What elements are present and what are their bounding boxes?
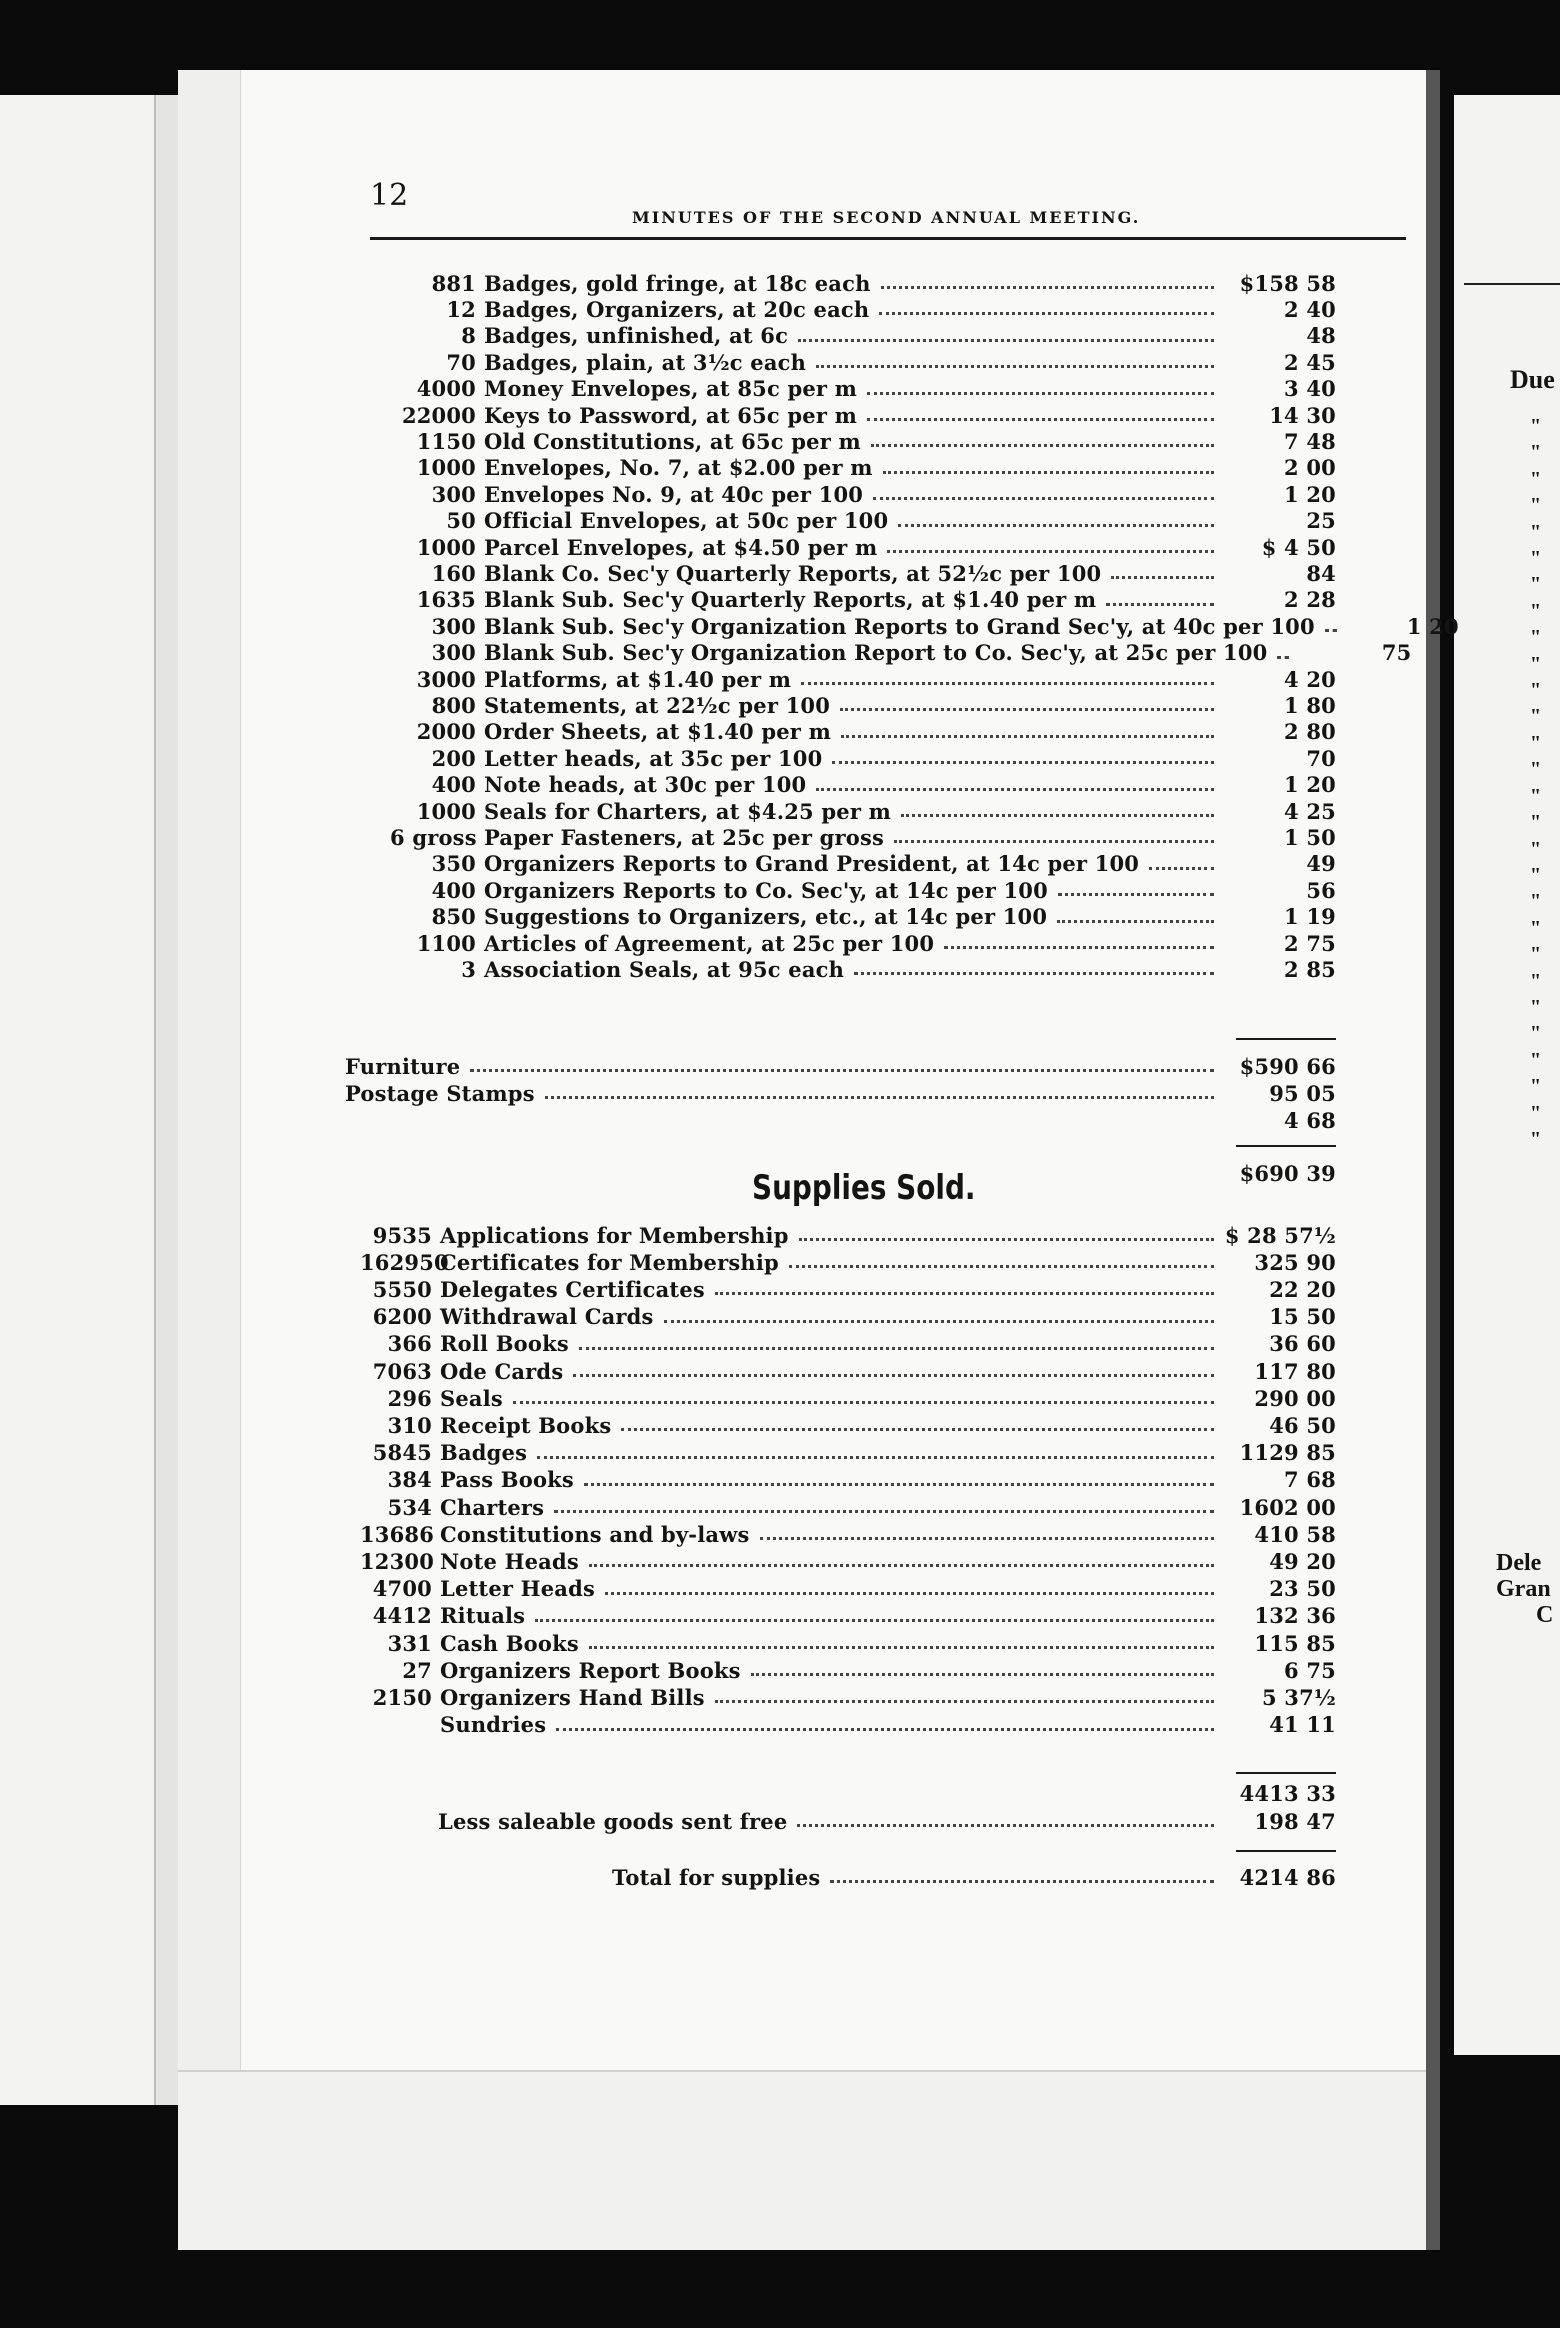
item-description: Platforms, at $1.40 per m (484, 666, 792, 692)
expense-row (390, 508, 1336, 534)
item-description: Charters (440, 1494, 545, 1520)
item-amount: 1 20 (1284, 481, 1336, 507)
dot-leader (589, 1563, 1214, 1567)
expense-row (390, 296, 1336, 322)
item-description: Furniture (345, 1053, 461, 1079)
item-description: Parcel Envelopes, at $4.50 per m (484, 534, 878, 560)
ditto-mark: " (1530, 890, 1542, 913)
item-amount: 1 20 (1284, 772, 1336, 798)
ditto-mark: " (1530, 1022, 1542, 1045)
quantity: 8 (461, 323, 476, 349)
item-description: Delegates Certificates (440, 1276, 705, 1302)
item-amount: 1129 85 (1239, 1440, 1336, 1466)
ditto-mark: " (1530, 1048, 1542, 1071)
dot-leader (894, 839, 1214, 843)
item-amount: 2 45 (1284, 349, 1336, 375)
item-amount: 290 00 (1254, 1385, 1336, 1411)
item-amount: 325 90 (1254, 1249, 1336, 1275)
item-description: Association Seals, at 95c each (484, 956, 845, 982)
item-amount: 49 (1306, 851, 1336, 877)
expense-row (390, 666, 1336, 692)
dot-leader (513, 1400, 1214, 1404)
dot-leader (840, 707, 1214, 711)
item-description: Money Envelopes, at 85c per m (484, 376, 858, 402)
supply-row (360, 1494, 1336, 1520)
supply-row (360, 1467, 1336, 1493)
item-amount: 41 11 (1269, 1712, 1336, 1738)
ditto-mark: " (1530, 863, 1542, 886)
quantity: 350 (431, 851, 476, 877)
dot-leader (715, 1291, 1214, 1295)
item-description: Order Sheets, at $1.40 per m (484, 719, 832, 745)
supplies-total-amount: 4214 86 (1239, 1864, 1336, 1890)
dot-leader (1277, 655, 1289, 659)
item-description: Blank Sub. Sec'y Organization Report to Co. Sec'y, at 25c per 100 (484, 640, 1268, 666)
dot-leader (816, 787, 1214, 791)
item-amount: 2 85 (1284, 956, 1336, 982)
dot-leader (883, 470, 1214, 474)
less-amount: 198 47 (1254, 1808, 1336, 1834)
dot-leader (841, 734, 1214, 738)
facing-page-footer-line: Dele (1496, 1550, 1542, 1576)
ditto-mark: " (1530, 916, 1542, 939)
ditto-mark: " (1530, 547, 1542, 570)
grand-total: $690 39 (1239, 1160, 1336, 1186)
item-amount: 49 20 (1269, 1548, 1336, 1574)
quantity: 1635 (416, 587, 476, 613)
expense-row (390, 772, 1336, 798)
expense-row (390, 640, 1412, 666)
item-amount: 1602 00 (1239, 1494, 1336, 1520)
item-description: Organizers Reports to Grand President, at 14c per 100 (484, 851, 1140, 877)
sum-rule (1236, 1038, 1336, 1040)
supply-row (360, 1684, 1336, 1710)
item-description: Envelopes, No. 7, at $2.00 per m (484, 455, 873, 481)
ditto-mark: " (1530, 441, 1542, 464)
quantity: 9535 (372, 1222, 432, 1248)
quantity: 300 (431, 640, 476, 666)
item-amount: 2 75 (1284, 930, 1336, 956)
page-number: 12 (370, 178, 409, 213)
ditto-mark: " (1530, 731, 1542, 754)
item-amount: 117 80 (1254, 1358, 1336, 1384)
item-description: Organizers Reports to Co. Sec'y, at 14c per 100 (484, 877, 1048, 903)
item-amount: 70 (1306, 745, 1336, 771)
item-amount: 3 40 (1284, 376, 1336, 402)
quantity: 5845 (372, 1440, 432, 1466)
quantity: 4000 (416, 376, 476, 402)
facing-page-footer-line: C (1536, 1602, 1554, 1628)
item-amount: 75 (1381, 640, 1412, 666)
item-amount: 4 25 (1284, 798, 1336, 824)
item-amount: 2 40 (1284, 296, 1336, 322)
ditto-mark: " (1530, 573, 1542, 596)
ditto-mark: " (1530, 969, 1542, 992)
dot-leader (621, 1427, 1214, 1431)
expense-row (390, 613, 1459, 639)
quantity: 366 (387, 1331, 432, 1357)
dot-leader (1149, 866, 1214, 870)
expense-row (390, 692, 1336, 718)
item-description: Letter heads, at 35c per 100 (484, 745, 823, 771)
item-description: Constitutions and by-laws (440, 1521, 750, 1547)
quantity: 162950 (360, 1249, 449, 1275)
furniture-amount: 95 05 (1269, 1080, 1336, 1106)
ditto-mark: " (1530, 784, 1542, 807)
item-description: Suggestions to Organizers, etc., at 14c per 100 (484, 904, 1048, 930)
item-amount: 4 20 (1284, 666, 1336, 692)
quantity: 296 (387, 1385, 432, 1411)
quantity: 331 (387, 1630, 432, 1656)
item-amount: 410 58 (1254, 1521, 1336, 1547)
dot-leader (789, 1264, 1214, 1268)
supplies-gross: 4413 33 (1239, 1780, 1336, 1806)
item-description: Badges, plain, at 3½c each (484, 349, 807, 375)
dot-leader (545, 1095, 1214, 1099)
expense-row (390, 323, 1336, 349)
expense-row (390, 349, 1336, 375)
item-amount: 1 50 (1284, 824, 1336, 850)
supply-row (360, 1657, 1336, 1683)
expense-row (390, 904, 1336, 930)
dot-leader (605, 1591, 1214, 1595)
quantity: 534 (387, 1494, 432, 1520)
expense-row (390, 798, 1336, 824)
item-amount: 15 50 (1269, 1304, 1336, 1330)
quantity: 13686 (360, 1521, 435, 1547)
item-description: Seals (440, 1385, 503, 1411)
dot-leader (797, 1823, 1214, 1827)
quantity: 1100 (416, 930, 476, 956)
quantity: 300 (431, 481, 476, 507)
item-amount: 6 75 (1284, 1657, 1336, 1683)
dot-leader (867, 417, 1214, 421)
item-amount: 7 68 (1284, 1467, 1336, 1493)
item-description: Paper Fasteners, at 25c per gross (484, 824, 885, 850)
item-amount: 1 20 (1406, 613, 1459, 639)
ditto-mark: " (1530, 679, 1542, 702)
ditto-mark: " (1530, 467, 1542, 490)
expense-row (390, 560, 1336, 586)
ditto-mark: " (1530, 705, 1542, 728)
item-amount: 2 80 (1284, 719, 1336, 745)
item-amount: 7 48 (1284, 428, 1336, 454)
dot-leader (584, 1482, 1214, 1486)
ditto-mark: " (1530, 943, 1542, 966)
item-description: Roll Books (440, 1331, 569, 1357)
facing-page-ditto-marks (1530, 413, 1541, 1152)
supply-row (360, 1276, 1336, 1302)
facing-page-fragment (1454, 95, 1560, 2055)
dot-leader (830, 1879, 1214, 1883)
dot-leader (944, 945, 1214, 949)
dot-leader (867, 391, 1214, 395)
dot-leader (887, 549, 1214, 553)
dot-leader (535, 1618, 1214, 1622)
furniture-row (345, 1053, 1336, 1079)
item-amount: 36 60 (1269, 1331, 1336, 1357)
supply-row (360, 1304, 1336, 1330)
dot-leader (854, 971, 1214, 975)
ditto-mark: " (1530, 520, 1542, 543)
dot-leader (537, 1455, 1214, 1459)
item-amount: 1 19 (1284, 904, 1336, 930)
supply-row (360, 1358, 1336, 1384)
item-amount: 48 (1306, 323, 1336, 349)
sum-rule (1236, 1145, 1336, 1147)
dot-leader (751, 1672, 1214, 1676)
supply-row (360, 1521, 1336, 1547)
dot-leader (760, 1536, 1215, 1540)
quantity: 850 (431, 904, 476, 930)
quantity: 22000 (401, 402, 476, 428)
item-description: Cash Books (440, 1630, 579, 1656)
dot-leader (901, 813, 1214, 817)
facing-page-footer (1496, 1550, 1553, 1628)
expense-row (390, 719, 1336, 745)
supply-row (360, 1712, 1336, 1738)
expense-row (390, 428, 1336, 454)
total-label: Total for supplies (612, 1864, 821, 1890)
supply-row (360, 1249, 1336, 1275)
quantity: 12 (446, 296, 476, 322)
dot-leader (1106, 602, 1214, 606)
item-description: Letter Heads (440, 1576, 595, 1602)
quantity: 3000 (416, 666, 476, 692)
ditto-mark: " (1530, 837, 1542, 860)
quantity: 4412 (372, 1603, 432, 1629)
ditto-mark: " (1530, 1101, 1542, 1124)
supply-row (360, 1222, 1336, 1248)
item-amount: 14 30 (1269, 402, 1336, 428)
dot-leader (1111, 575, 1214, 579)
item-description: Organizers Report Books (440, 1657, 741, 1683)
postage-amount: 4 68 (1284, 1107, 1336, 1133)
quantity: 160 (431, 560, 476, 586)
supply-row (360, 1603, 1336, 1629)
expense-row (390, 877, 1336, 903)
ditto-mark: " (1530, 415, 1542, 437)
ditto-mark: " (1530, 811, 1542, 834)
supply-row (360, 1576, 1336, 1602)
dot-leader (556, 1727, 1214, 1731)
dot-leader (573, 1373, 1214, 1377)
item-amount: 84 (1306, 560, 1336, 586)
dot-leader (798, 338, 1214, 342)
item-amount: $ 28 57½ (1224, 1222, 1336, 1248)
item-description: Certificates for Membership (440, 1249, 779, 1275)
dot-leader (799, 1237, 1214, 1241)
dot-leader (816, 364, 1214, 368)
quantity: 1000 (416, 798, 476, 824)
left-page-edge (0, 95, 178, 2105)
item-description: Organizers Hand Bills (440, 1684, 705, 1710)
postage-row (345, 1080, 1336, 1106)
item-description: Sundries (440, 1712, 547, 1738)
sum-rule (1236, 1850, 1336, 1852)
running-head: MINUTES OF THE SECOND ANNUAL MEETING. (632, 208, 1141, 227)
item-description: Applications for Membership (440, 1222, 789, 1248)
supply-row (360, 1412, 1336, 1438)
quantity: 1000 (416, 534, 476, 560)
quantity: 2150 (372, 1684, 432, 1710)
quantity: 400 (431, 772, 476, 798)
facing-page-footer-line: Gran (1496, 1576, 1551, 1602)
quantity: 12300 (360, 1548, 435, 1574)
quantity: 2000 (416, 719, 476, 745)
facing-page-heading: Due (1510, 365, 1555, 394)
item-description: Badges, Organizers, at 20c each (484, 296, 870, 322)
dot-leader (879, 311, 1214, 315)
quantity: 310 (387, 1412, 432, 1438)
dot-leader (715, 1699, 1214, 1703)
item-amount: 5 37½ (1261, 1684, 1336, 1710)
item-amount: $158 58 (1239, 270, 1336, 296)
item-amount: 23 50 (1269, 1576, 1336, 1602)
item-amount: $ 4 50 (1261, 534, 1336, 560)
quantity: 384 (387, 1467, 432, 1493)
quantity: 6 gross (390, 824, 477, 850)
ditto-mark: " (1530, 626, 1542, 649)
ditto-mark: " (1530, 599, 1542, 622)
dot-leader (873, 496, 1214, 500)
less-free-goods-row (438, 1808, 1336, 1834)
expense-row (390, 956, 1336, 982)
quantity: 300 (431, 613, 476, 639)
expense-row (390, 745, 1336, 771)
item-description: Rituals (440, 1603, 526, 1629)
subtotal-amount: $590 66 (1239, 1053, 1336, 1079)
item-description: Pass Books (440, 1467, 574, 1493)
dot-leader (554, 1509, 1214, 1513)
dot-leader (801, 681, 1214, 685)
ditto-mark: " (1530, 652, 1542, 675)
dot-leader (579, 1346, 1214, 1350)
item-amount: 132 36 (1254, 1603, 1336, 1629)
item-description: Blank Sub. Sec'y Organization Reports to Grand Sec'y, at 40c per 100 (484, 613, 1315, 639)
item-description: Badges, gold fringe, at 18c each (484, 270, 871, 296)
item-amount: 22 20 (1269, 1276, 1336, 1302)
item-description: Badges, unfinished, at 6c (484, 323, 789, 349)
quantity: 200 (431, 745, 476, 771)
item-description: Seals for Charters, at $4.25 per m (484, 798, 892, 824)
ditto-mark: " (1530, 995, 1542, 1018)
item-amount: 2 00 (1284, 455, 1336, 481)
dot-leader (664, 1319, 1214, 1323)
quantity: 50 (446, 508, 476, 534)
dot-leader (1325, 628, 1337, 632)
item-description: Articles of Agreement, at 25c per 100 (484, 930, 935, 956)
expense-row (390, 376, 1336, 402)
supply-row (360, 1385, 1336, 1411)
item-description: Old Constitutions, at 65c per m (484, 428, 861, 454)
supply-row (360, 1440, 1336, 1466)
item-description: Postage Stamps (345, 1080, 535, 1106)
quantity: 3 (461, 956, 476, 982)
item-description: Statements, at 22½c per 100 (484, 692, 831, 718)
sum-rule (1236, 1772, 1336, 1774)
dot-leader (1058, 892, 1214, 896)
supplies-sold-heading: Supplies Sold. (752, 1168, 976, 1208)
ditto-mark: " (1530, 494, 1542, 517)
ditto-mark: " (1530, 1075, 1542, 1098)
quantity: 1150 (416, 428, 476, 454)
dot-leader (1057, 919, 1214, 923)
item-description: Ode Cards (440, 1358, 564, 1384)
item-description: Blank Sub. Sec'y Quarterly Reports, at $1.40 per m (484, 587, 1097, 613)
supplies-total-row (612, 1864, 1336, 1890)
supply-row (360, 1331, 1336, 1357)
expense-row (390, 587, 1336, 613)
quantity: 6200 (372, 1304, 432, 1330)
less-label: Less saleable goods sent free (438, 1808, 788, 1834)
quantity: 4700 (372, 1576, 432, 1602)
dot-leader (881, 285, 1214, 289)
quantity: 881 (431, 270, 476, 296)
expense-row (390, 455, 1336, 481)
expense-row (390, 824, 1336, 850)
quantity: 7063 (372, 1358, 432, 1384)
supply-row (360, 1630, 1336, 1656)
dot-leader (898, 523, 1214, 527)
ditto-mark: " (1530, 758, 1542, 781)
item-amount: 1 80 (1284, 692, 1336, 718)
supply-row (360, 1548, 1336, 1574)
quantity: 27 (402, 1657, 432, 1683)
quantity: 70 (446, 349, 476, 375)
quantity: 800 (431, 692, 476, 718)
expense-row (390, 851, 1336, 877)
dot-leader (871, 443, 1214, 447)
item-description: Keys to Password, at 65c per m (484, 402, 858, 428)
ditto-mark: " (1530, 1127, 1542, 1150)
quantity: 400 (431, 877, 476, 903)
item-amount: 25 (1306, 508, 1336, 534)
item-amount: 2 28 (1284, 587, 1336, 613)
item-description: Official Envelopes, at 50c per 100 (484, 508, 889, 534)
item-description: Envelopes No. 9, at 40c per 100 (484, 481, 864, 507)
item-description: Note Heads (440, 1548, 579, 1574)
item-description: Note heads, at 30c per 100 (484, 772, 807, 798)
item-amount: 56 (1306, 877, 1336, 903)
header-rule (370, 237, 1406, 240)
item-description: Blank Co. Sec'y Quarterly Reports, at 52½c per 100 (484, 560, 1102, 586)
expense-row (390, 481, 1336, 507)
quantity: 5550 (372, 1276, 432, 1302)
dot-leader (832, 760, 1214, 764)
expense-row (390, 930, 1336, 956)
item-description: Badges (440, 1440, 528, 1466)
quantity: 1000 (416, 455, 476, 481)
dot-leader (470, 1068, 1214, 1072)
item-description: Withdrawal Cards (440, 1304, 654, 1330)
expense-row (390, 402, 1336, 428)
expense-row (390, 534, 1336, 560)
dot-leader (589, 1645, 1214, 1649)
item-description: Receipt Books (440, 1412, 612, 1438)
item-amount: 46 50 (1269, 1412, 1336, 1438)
item-amount: 115 85 (1254, 1630, 1336, 1656)
expense-row (390, 270, 1336, 296)
